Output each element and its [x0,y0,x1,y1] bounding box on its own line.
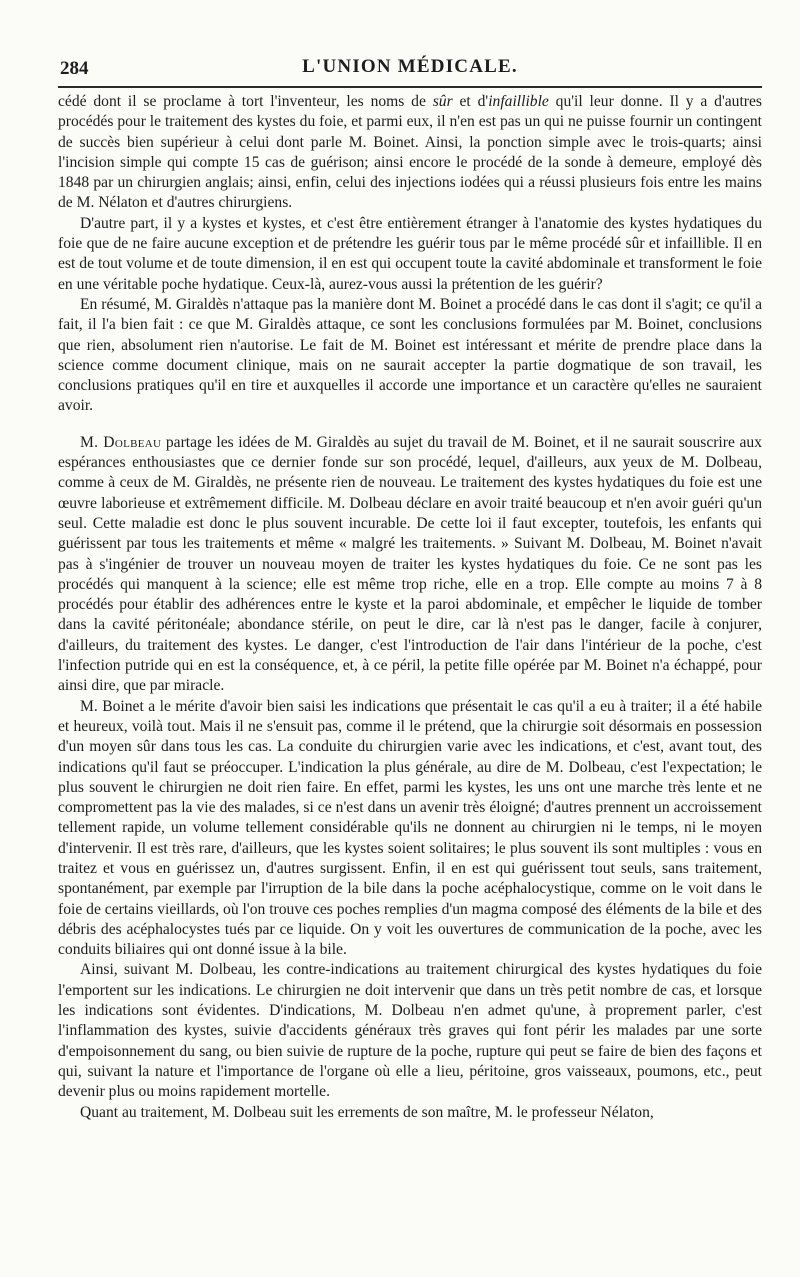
article-body [58,92,762,1123]
paragraph [58,214,762,295]
running-head [58,52,762,86]
emphasis-text: infaillible [488,93,549,110]
text-run: et d' [452,93,489,110]
paragraph [58,697,762,961]
text-run: Ainsi, suivant M. Dolbeau, les contre-indications au traitement chirurgical des kystes hydatiques du foie l'emportent sur les indications. Le chirurgien ne doit intervenir que dans un très petit nombre de cas, et lorsque les indications sont évidentes. D'indications, M. Dolbeau n'en admet qu'une, à proprement parler, c'est l'inflammation des kystes, suivie d'accidents généraux très graves qui font périr les malades par une sorte d'empoisonnement du sang, ou bien suivie de rupture de la poche, rupture qui peut se faire de bien des façons et qui, suivant la nature et l'importance de l'organe où elle a lieu, péritoine, gros vaisseaux, poumons, etc., peut devenir plus ou moins rapidement mortelle. [58,961,762,1101]
paragraph [58,295,762,417]
paragraph-continued [58,92,762,214]
paragraph [58,1103,762,1123]
paragraph [58,960,762,1102]
paragraph-dolbeau-remarks [58,433,762,697]
emphasis-text: sûr [432,93,453,110]
text-run: Quant au traitement, M. Dolbeau suit les errements de son maître, M. le professeur Nélaton, [80,1103,654,1121]
header-rule [58,86,762,88]
text-run: cédé dont il se proclame à tort l'inventeur, les noms de [58,93,433,110]
text-run: M. Boinet a le mérite d'avoir bien saisi les indications que présentait le cas qu'il a eu à traiter; il a été habile et heureux, voilà tout. Mais il ne s'ensuit pas, comme il le prétend, que la chirurgie soit désormais en possession d'un moyen sûr dans tous les cas. La conduite du chirurgien varie avec les indications, et c'est, avant tout, des indications qu'il faut se préoccuper. L'indication la plus générale, au dire de M. Dolbeau, c'est l'expectation; le plus souvent le chirurgien ne doit rien faire. En effet, parmi les kystes, les uns ont une marche très lente et ne compromettent pas la vie des malades, si ce n'est dans un avenir très éloigné; d'autres prennent un accroissement tellement rapide, un volume tellement considérable qu'ils ne donnent au chirurgien ni le temps, ni le moyen d'intervenir. Il est très rare, d'ailleurs, que les kystes soient solitaires; le plus souvent ils sont multiples : vous en traitez et vous en guérissez un, d'autres surgissent. Enfin, il en est qui guérissent tout seuls, sans traitement, spontanément, par exemple par l'irruption de la bile dans la poche acéphalocystique, comme on le voit dans le foie de certains vieillards, où l'on trouve ces poches remplies d'un magma composé des éléments de la bile et des débris des acéphalocystes tués par ce liquide. On y voit les ouvertures de communication de la poche, avec les conduits biliaires qui ont donné issue à la bile. [58,697,762,959]
text-run: D'autre part, il y a kystes et kystes, et c'est être entièrement étranger à l'anatomie des kystes hydatiques du foie que de ne faire aucune exception et de prétendre les guérir tous par le même procédé sûr et infaillible. Il en est de tout volume et de toute dimension, il en est qui occupent toute la cavité abdominale et transforment le foie en une véritable poche hydatique. Ceux-là, aurez-vous aussi la prétention de les guérir? [58,214,762,293]
page-number: 284 [60,58,89,79]
journal-title: L'UNION MÉDICALE. [302,56,518,77]
speaker-name: M. Dolbeau [80,433,162,451]
text-run: En résumé, M. Giraldès n'attaque pas la manière dont M. Boinet a procédé dans le cas dont il s'agit; ce qu'il a fait, il l'a bien fait : ce que M. Giraldès attaque, ce sont les conclusions formulées par M. Boinet, conclusions que rien, absolument rien n'autorise. Le fait de M. Boinet est intéressant et mérite de prendre place dans la science comme document clinique, mais on ne saurait accepter la partie dogmatique de son travail, les conclusions pratiques qu'il en tire et auxquelles il accorde une importance et un caractère qu'elles ne sauraient avoir. [58,295,762,415]
text-run: qu'il leur donne. Il y a d'autres procédés pour le traitement des kystes du foie, et parmi eux, il n'en est pas un qui ne puisse fournir un contingent de succès bien supérieur à celui dont parle M. Boinet. Ainsi, la ponction simple avec le trois-quarts; ainsi l'incision simple qui compte 15 cas de guérison; ainsi encore le procédé de la sonde à demeure, employé dès 1848 par un chirurgien anglais; ainsi, enfin, celui des injections iodées qui a réussi plusieurs fois entre les mains de M. Nélaton et d'autres chirurgiens. [58,93,762,212]
text-run: partage les idées de M. Giraldès au sujet du travail de M. Boinet, et il ne saurait souscrire aux espérances enthousiastes que ce dernier fonde sur son procédé, lequel, d'ailleurs, aux yeux de M. Dolbeau, comme à ceux de M. Giraldès, ne présente rien de nouveau. Le traitement des kystes hydatiques du foie est une œuvre laborieuse et extrêmement difficile. M. Dolbeau déclare en avoir traité beaucoup et n'en avoir guéri qu'un seul. Cette maladie est donc le plus souvent incurable. De cette loi il faut excepter, toutefois, les enfants qui guérissent par tous les traitements et même « malgré les traitements. » Suivant M. Dolbeau, M. Boinet n'avait pas à s'ingénier de trouver un nouveau moyen de traiter les kystes hydatiques du foie. Ce ne sont pas les procédés qui manquent à la science; elle est même trop riche, elle en a trop. Elle compte au moins 7 à 8 procédés pour établir des adhérences entre le kyste et la paroi abdominale, et empêcher le liquide de tomber dans la cavité péritonéale; abondance stérile, on peut le dire, car là n'est pas le danger, facile à conjurer, d'ailleurs, du traitement des kystes. Le danger, c'est l'introduction de l'air dans l'intérieur de la poche, c'est l'infection putride qui en est la conséquence, et, à ce péril, la petite fille opérée par M. Boinet n'a échappé, pour ainsi dire, que par miracle. [58,433,763,695]
